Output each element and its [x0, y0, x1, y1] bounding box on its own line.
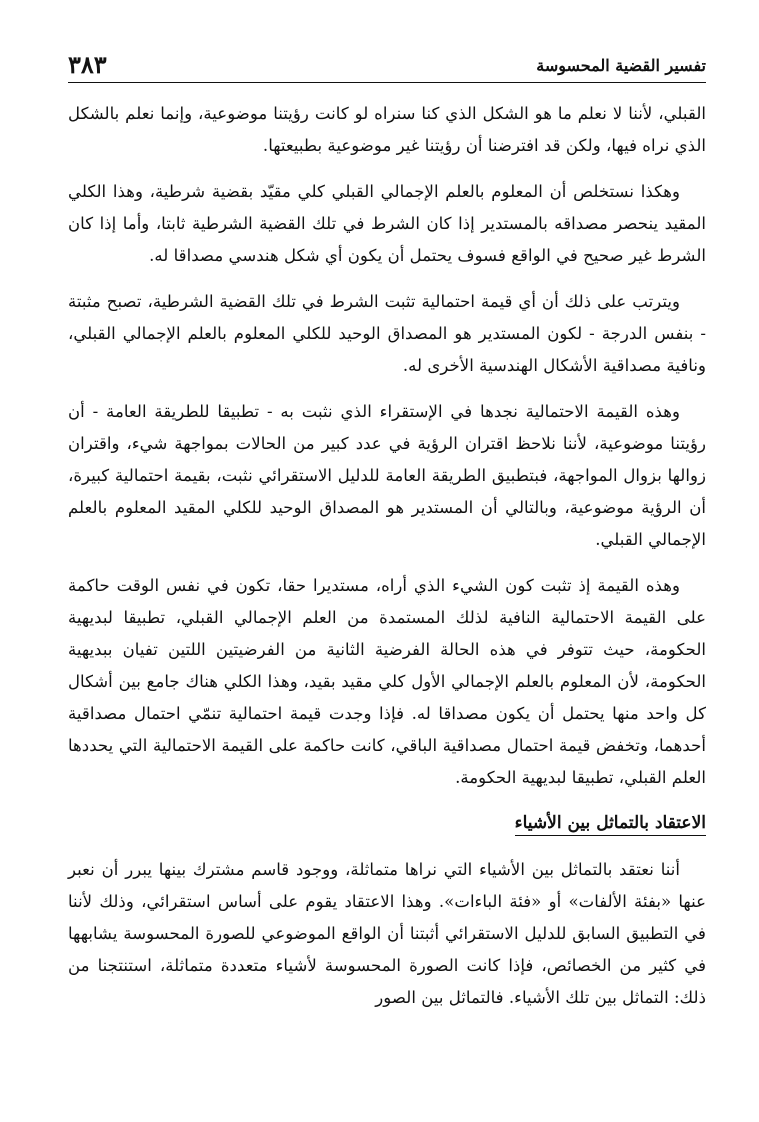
page-body — [68, 98, 706, 1014]
section-heading — [68, 808, 706, 838]
page-header — [68, 52, 706, 83]
running-title: تفسير القضية المحسوسة — [536, 56, 706, 75]
section-paragraph: أننا نعتقد بالتماثل بين الأشياء التي نراها متماثلة، ووجود قاسم مشترك بينها يبرر أن نعبر عنها «بفئة الألفات» أو «فئة الباءات». وهذا الاعتقاد يقوم على أساس استقرائي، وذلك لأننا في التطبيق السابق للدليل الاستقرائي أثبتنا أن الواقع الموضوعي للصورة المحسوسة يشابهها في كثير من الخصائص، فإذا كانت الصورة المحسوسة لأشياء متعددة متماثلة، استنتجنا من ذلك: التماثل بين تلك الأشياء. فالتماثل بين الصور — [68, 860, 706, 1007]
paragraph-continuation: القبلي، لأننا لا نعلم ما هو الشكل الذي كنا سنراه لو كانت رؤيتنا موضوعية، وإنما نعلم بالشكل الذي نراه فيها، ولكن قد افترضنا أن رؤيتنا غير موضوعية بطبيعتها. — [68, 104, 706, 155]
paragraph: وهكذا نستخلص أن المعلوم بالعلم الإجمالي القبلي كلي مقيّد بقضية شرطية، وهذا الكلي المقيد ينحصر مصداقه بالمستدير إذا كان الشرط في تلك القضية الشرطية ثابتا، وأما إذا كان الشرط غير صحيح في الواقع فسوف يحتمل أن يكون أي شكل هندسي مصداقا له. — [68, 182, 706, 265]
page-number: ٣٨٣ — [68, 50, 107, 79]
paragraph: وهذه القيمة الاحتمالية نجدها في الإستقراء الذي نثبت به - تطبيقا للطريقة العامة - أن رؤيتنا موضوعية، لأننا نلاحظ اقتران الرؤية في عدد كبير من الحالات بمواجهة شيء، واقتران زوالها بزوال المواجهة، فبتطبيق الطريقة العامة للدليل الاستقرائي نثبت، بقيمة احتمالية كبيرة، أن الرؤية موضوعية، وبالتالي أن المستدير هو المصداق الوحيد للكلي المقيد المعلوم بالعلم الإجمالي القبلي. — [68, 402, 706, 549]
paragraph: ويترتب على ذلك أن أي قيمة احتمالية تثبت الشرط في تلك القضية الشرطية، تصبح مثبتة - بنفس الدرجة - لكون المستدير هو المصداق الوحيد للكلي المعلوم بالعلم الإجمالي القبلي، ونافية مصداقية الأشكال الهندسية الأخرى له. — [68, 292, 706, 375]
section-heading-text: الاعتقاد بالتماثل بين الأشياء — [515, 813, 706, 836]
paragraph: وهذه القيمة إذ تثبت كون الشيء الذي أراه، مستديرا حقا، تكون في نفس الوقت حاكمة على القيمة الاحتمالية النافية لذلك المستمدة من العلم الإجمالي القبلي، تطبيقا لبديهية الحكومة، حيث تتوفر في هذه الحالة الفرضية الثانية من الفرضيتين اللتين تفيان ببديهية الحكومة، لأن المعلوم بالعلم الإجمالي الأول كلي مقيد بقيد، وهذا الكلي هناك جامع بين أشكال كل واحد منها يحتمل أن يكون مصداقا له. فإذا وجدت قيمة احتمالية تنمّي احتمال مصداقية أحدهما، وتخفض قيمة احتمال مصداقية الباقي، كانت حاكمة على القيمة الاحتمالية التي يحددها العلم القبلي، تطبيقا لبديهية الحكومة. — [68, 576, 706, 787]
